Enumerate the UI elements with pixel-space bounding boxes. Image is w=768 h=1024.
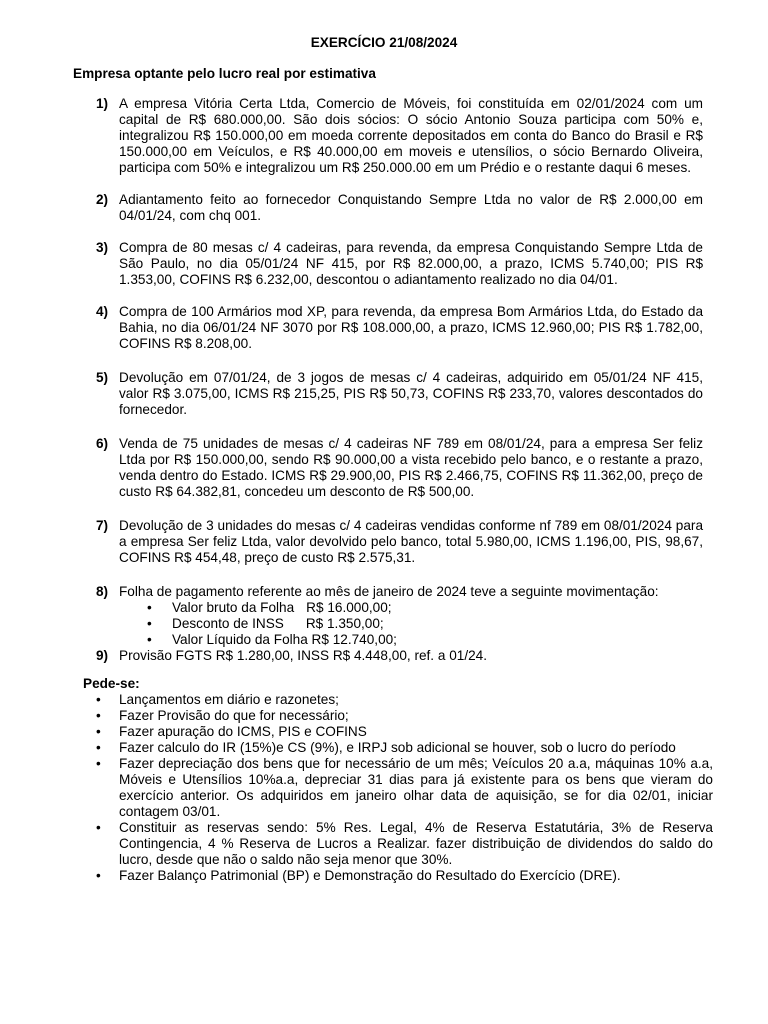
exercise-number: 8) (96, 584, 109, 599)
payroll-list (0, 600, 768, 648)
exercise-number: 7) (96, 518, 109, 533)
request-item (0, 708, 768, 724)
exercise-item (0, 436, 768, 500)
exercise-text: Folha de pagamento referente ao mês de janeiro de 2024 teve a seguinte movimentação: (119, 584, 659, 599)
exercise-list (0, 96, 768, 664)
payroll-gross-label: Valor bruto da Folha (172, 600, 295, 615)
exercise-item (0, 304, 768, 352)
requests-list (0, 692, 768, 884)
exercise-text: Provisão FGTS R$ 1.280,00, INSS R$ 4.448,00, ref. a 01/24. (119, 648, 487, 663)
bullet-icon: • (96, 708, 101, 723)
exercise-number: 4) (96, 304, 109, 319)
exercise-item (0, 648, 768, 664)
request-item (0, 692, 768, 708)
request-item (0, 820, 768, 868)
payroll-item-gross (0, 600, 768, 616)
exercise-number: 3) (96, 240, 109, 255)
request-text: Constituir as reservas sendo: 5% Res. Legal, 4% de Reserva Estatutária, 3% de Reserva Contingencia, 4 % Reserva de Lucros a Realizar. fazer distribuição de dividendos do saldo do lucro, desde que não o saldo não seja menor que 30%. (119, 820, 713, 867)
bullet-icon: • (96, 756, 101, 771)
exercise-number: 5) (96, 370, 109, 385)
exercise-item (0, 240, 768, 288)
requests-title: Pede-se: (83, 676, 140, 691)
exercise-text: Compra de 100 Armários mod XP, para revenda, da empresa Bom Armários Ltda, do Estado da Bahia, no dia 06/01/24 NF 3070 por R$ 108.000,00, a prazo, ICMS 12.960,00; PIS R$ 1.782,00, COFINS R$ 8.208,00. (119, 304, 703, 351)
exercise-item (0, 370, 768, 418)
exercise-number: 2) (96, 192, 109, 207)
request-text: Lançamentos em diário e razonetes; (119, 692, 339, 707)
request-text: Fazer apuração do ICMS, PIS e COFINS (119, 724, 367, 739)
bullet-icon: • (96, 868, 101, 883)
request-text: Fazer calculo do IR (15%)e CS (9%), e IRPJ sob adicional se houver, sob o lucro do período (119, 740, 676, 755)
bullet-icon: • (96, 724, 101, 739)
payroll-net: Valor Líquido da Folha R$ 12.740,00; (172, 632, 397, 647)
bullet-icon: • (147, 600, 152, 615)
payroll-inss-value: R$ 1.350,00; (305, 616, 384, 631)
payroll-item-inss (0, 616, 768, 632)
exercise-item (0, 584, 768, 648)
request-item (0, 740, 768, 756)
bullet-icon: • (96, 820, 101, 835)
exercise-text: Devolução de 3 unidades do mesas c/ 4 cadeiras vendidas conforme nf 789 em 08/01/2024 para a empresa Ser feliz Ltda, valor devolvido pelo banco, total 5.980,00, ICMS 1.196,00, PIS, 98,67, COFINS R$ 454,48, preço de custo R$ 2.575,31. (119, 518, 703, 565)
bullet-icon: • (147, 616, 152, 631)
exercise-item (0, 96, 768, 176)
request-item (0, 756, 768, 820)
payroll-inss-label: Desconto de INSS (172, 616, 284, 631)
request-text: Fazer Provisão do que for necessário; (119, 708, 349, 723)
exercise-number: 9) (96, 648, 109, 663)
payroll-item-net (0, 632, 768, 648)
exercise-number: 6) (96, 436, 109, 451)
bullet-icon: • (96, 740, 101, 755)
exercise-number: 1) (96, 96, 109, 111)
request-text: Fazer depreciação dos bens que for necessário de um mês; Veículos 20 a.a, máquinas 10% a.a, Móveis e Utensílios 10%a.a, depreciar 31 dias para já existente para os bens que vieram do exercício anterior. Os adquiridos em janeiro olhar data de aquisição, se for dia 02/01, iniciar contagem 03/01. (119, 756, 713, 819)
bullet-icon: • (96, 692, 101, 707)
exercise-text: Venda de 75 unidades de mesas c/ 4 cadeiras NF 789 em 08/01/24, para a empresa Ser feliz Ltda por R$ 150.000,00, sendo R$ 90.000,00 a vista recebido pelo banco, e o restante a prazo, venda dentro do Estado. ICMS R$ 29.900,00, PIS R$ 2.466,75, COFINS R$ 11.362,00, preço de custo R$ 64.382,81, concedeu um desconto de R$ 500,00. (119, 436, 703, 499)
request-item (0, 868, 768, 884)
exercise-text: A empresa Vitória Certa Ltda, Comercio de Móveis, foi constituída em 02/01/2024 com um capital de R$ 680.000,00. São dois sócios: O sócio Antonio Souza participa com 50% e, integralizou R$ 150.000,00 em moeda corrente depositados em conta do Banco do Brasil e R$ 150.000,00 em Veículos, e R$ 40.000,00 em moveis e utensílios, o sócio Bernardo Oliveira, participa com 50% e integralizou um R$ 250.000.00 em um Prédio e o restante daqui 6 meses. (119, 96, 703, 175)
request-text: Fazer Balanço Patrimonial (BP) e Demonstração do Resultado do Exercício (DRE). (119, 868, 621, 883)
document-subtitle: Empresa optante pelo lucro real por estimativa (73, 66, 376, 81)
exercise-text: Adiantamento feito ao fornecedor Conquistando Sempre Ltda no valor de R$ 2.000,00 em 04/01/24, com chq 001. (119, 192, 703, 223)
exercise-item (0, 192, 768, 224)
exercise-text: Devolução em 07/01/24, de 3 jogos de mesas c/ 4 cadeiras, adquirido em 05/01/24 NF 415, valor R$ 3.075,00, ICMS R$ 215,25, PIS R$ 50,73, COFINS R$ 233,70, valores descontados do fornecedor. (119, 370, 703, 417)
exercise-text: Compra de 80 mesas c/ 4 cadeiras, para revenda, da empresa Conquistando Sempre Ltda de São Paulo, no dia 05/01/24 NF 415, por R$ 82.000,00, a prazo, ICMS 5.740,00; PIS R$ 1.353,00, COFINS R$ 6.232,00, descontou o adiantamento realizado no dia 04/01. (119, 240, 703, 287)
exercise-item (0, 518, 768, 566)
bullet-icon: • (147, 632, 152, 647)
request-item (0, 724, 768, 740)
payroll-gross-value: R$ 16.000,00; (306, 600, 392, 615)
page-title: EXERCÍCIO 21/08/2024 (310, 35, 458, 50)
